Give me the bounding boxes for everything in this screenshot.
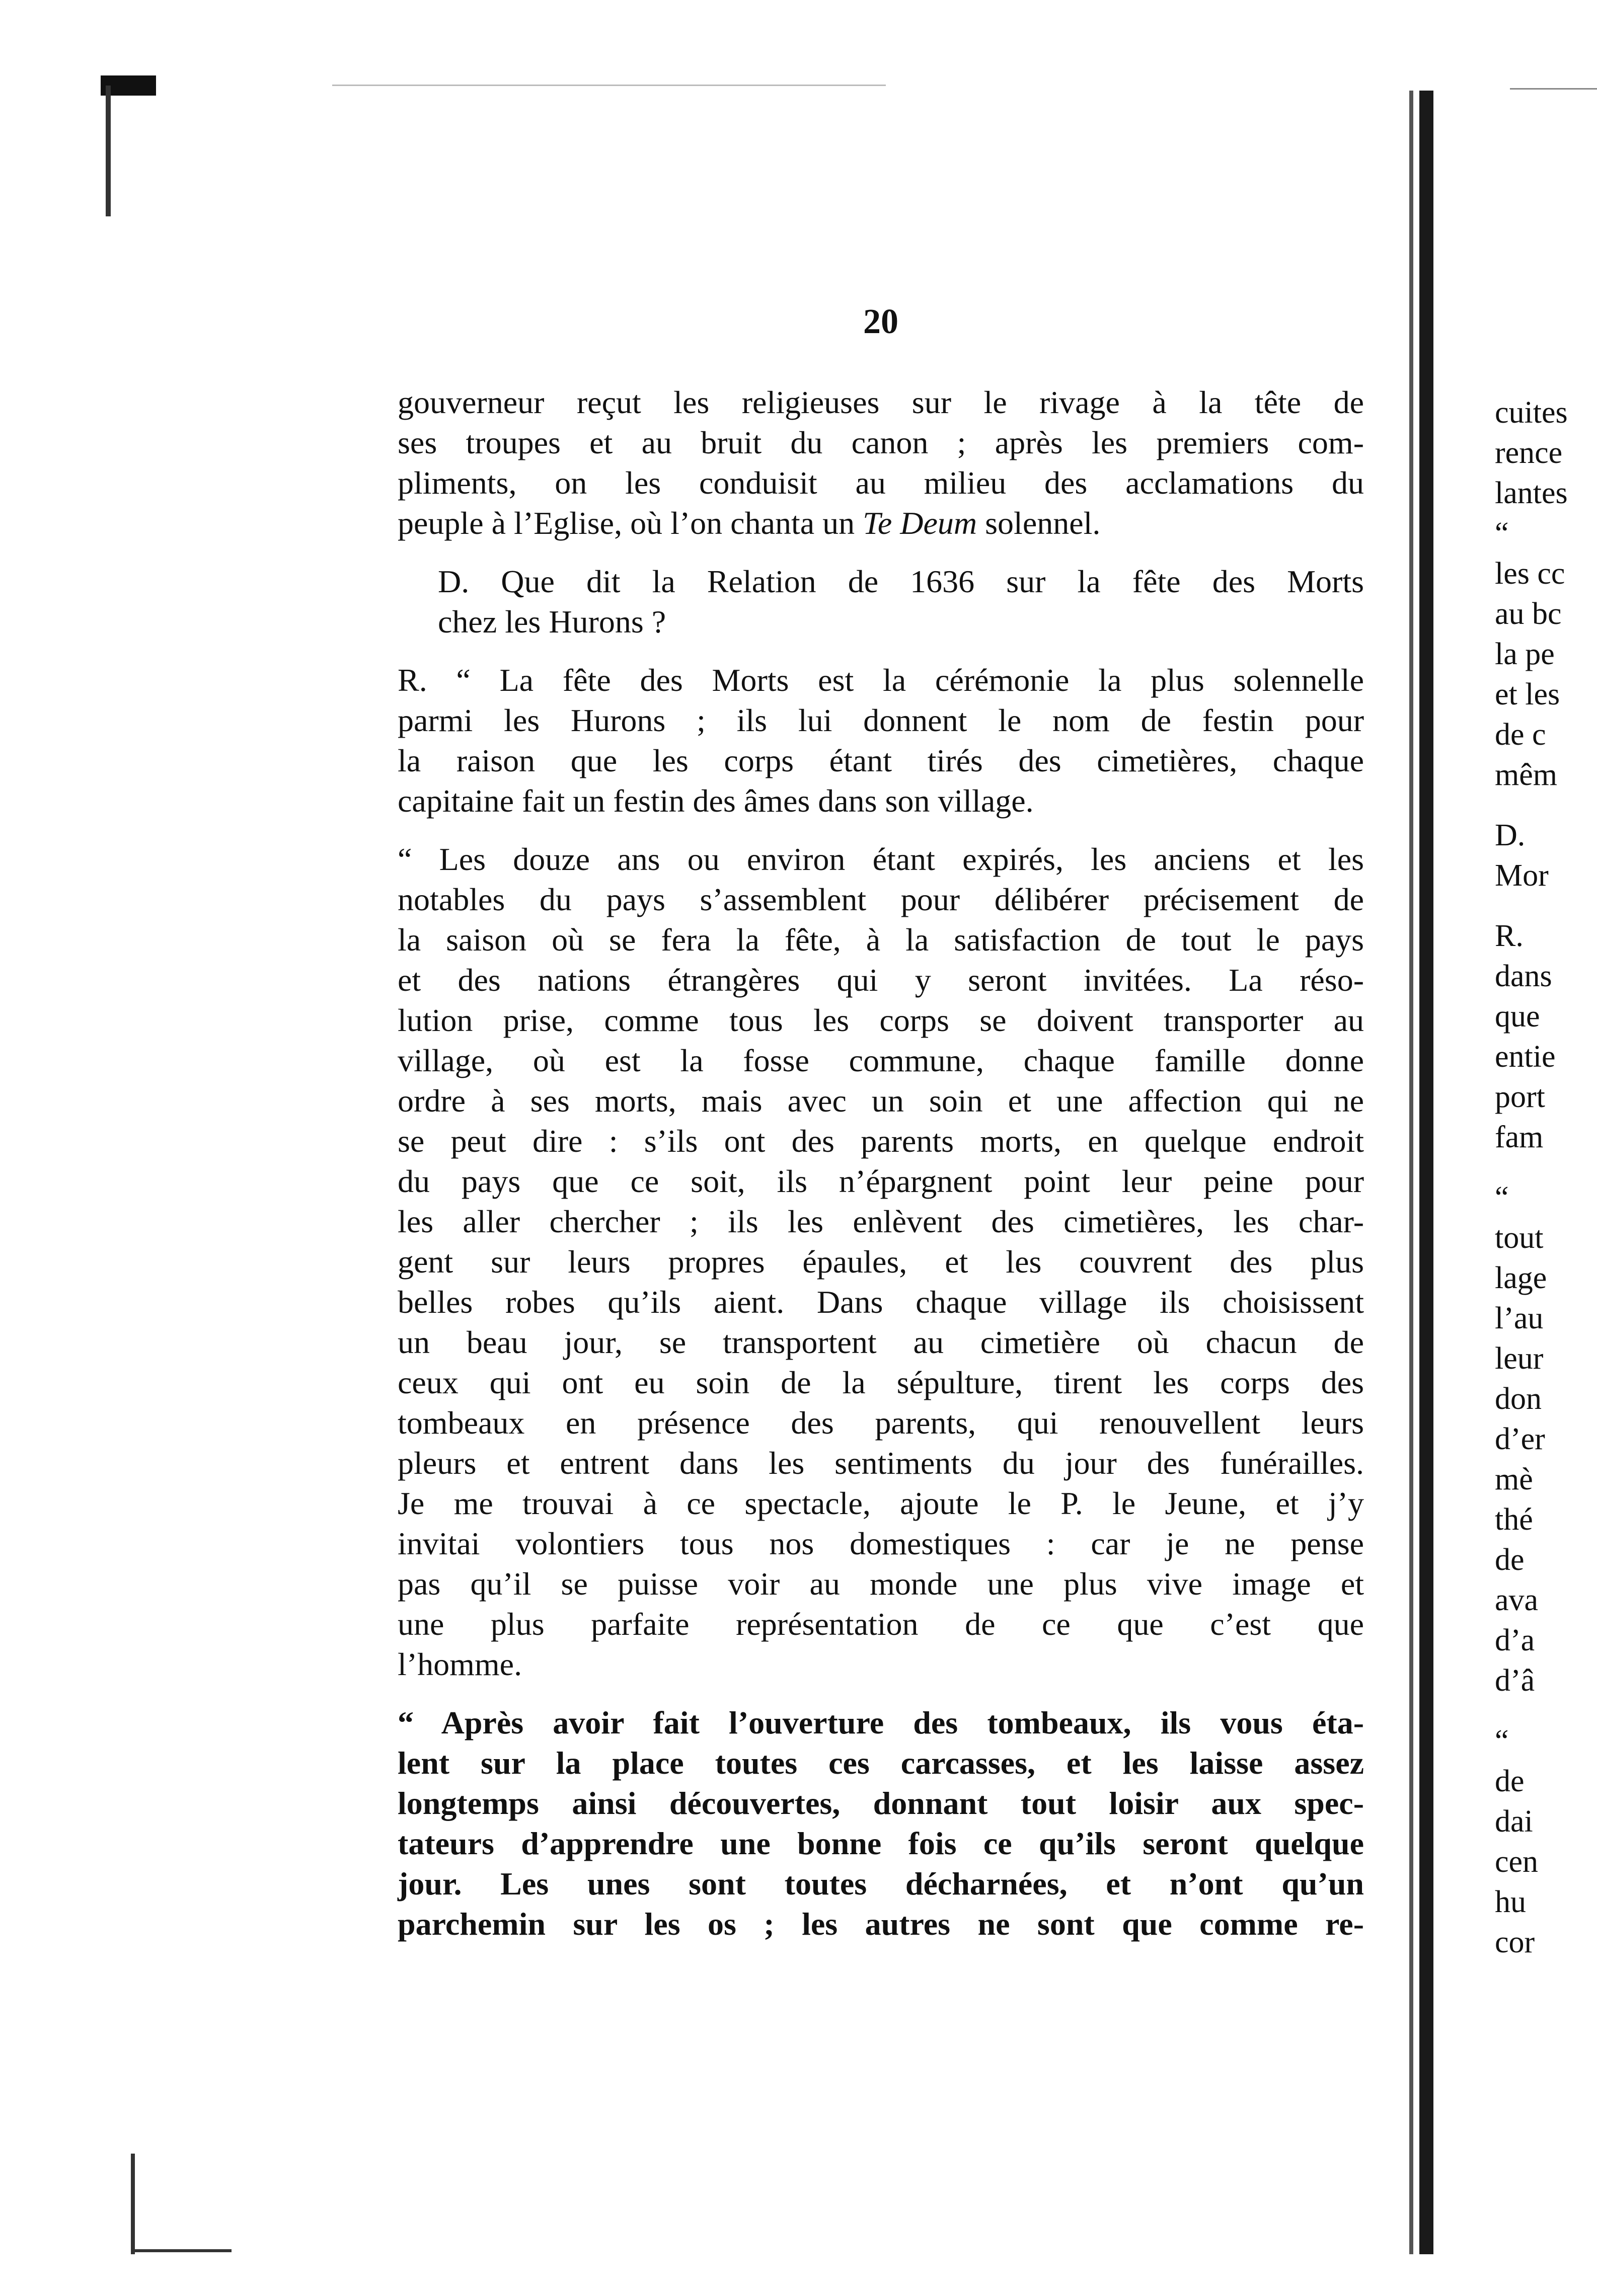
text-line: notables du pays s’assemblent pour délibérer précisement de — [398, 882, 1364, 917]
facing-page-fragment: hu — [1495, 1885, 1526, 1919]
facing-page-fragment: dans — [1495, 959, 1552, 993]
facing-page-fragment: ava — [1495, 1583, 1539, 1617]
facing-page-fragment: cen — [1495, 1845, 1539, 1879]
text-line: belles robes qu’ils aient. Dans chaque village ils choisissent — [398, 1284, 1364, 1320]
facing-page-fragment: de c — [1495, 718, 1546, 752]
facing-page-fragment: et les — [1495, 677, 1560, 711]
quote-paragraph-2 — [398, 1703, 1364, 1944]
facing-page-fragment: de — [1495, 1764, 1525, 1798]
facing-page-fragment: les cc — [1495, 557, 1565, 591]
main-text-column — [398, 382, 1364, 1962]
facing-page-fragment: au bc — [1495, 597, 1562, 631]
text-line: Je me trouvai à ce spectacle, ajoute le P. le Jeune, et j’y — [398, 1485, 1364, 1521]
facing-page-fragment: cor — [1495, 1925, 1535, 1959]
te-deum-italic: Te Deum — [863, 505, 977, 541]
text-line: l’homme. — [398, 1646, 522, 1682]
facing-page-fragment: Mor — [1495, 858, 1549, 893]
facing-page-fragments — [1495, 392, 1597, 1962]
facing-page-fragment: cuites — [1495, 395, 1568, 430]
text-line: tombeaux en présence des parents, qui renouvellent leurs — [398, 1405, 1364, 1441]
text-line: chez les Hurons ? — [438, 604, 666, 640]
text-line: se peut dire : s’ils ont des parents morts, en quelque endroit — [398, 1123, 1364, 1159]
facing-page-fragment: “ — [1495, 516, 1509, 550]
book-gutter — [1419, 91, 1433, 2254]
text-line: gouverneur reçut les religieuses sur le rivage à la tête de — [398, 384, 1364, 420]
text-line: gent sur leurs propres épaules, et les couvrent des plus — [398, 1244, 1364, 1280]
text-line: R. “ La fête des Morts est la cérémonie la plus solennelle — [398, 662, 1364, 698]
page-number: 20 — [863, 302, 898, 341]
scan-top-rule — [332, 85, 886, 86]
scan-top-rule-right — [1510, 88, 1597, 90]
text-line: tateurs d’apprendre une bonne fois ce qu’ils seront quelque — [398, 1826, 1364, 1861]
text-line: pas qu’il se puisse voir au monde une plus vive image et — [398, 1566, 1364, 1602]
text-line: invitai volontiers tous nos domestiques : car je ne pense — [398, 1526, 1364, 1561]
text-line — [398, 503, 1364, 543]
facing-page-fragment: D. — [1495, 818, 1526, 852]
text-line: les aller chercher ; ils les enlèvent des cimetières, les char- — [398, 1204, 1364, 1239]
text-line: village, où est la fosse commune, chaque famille donne — [398, 1043, 1364, 1078]
text-line: “ Après avoir fait l’ouverture des tombeaux, ils vous éta- — [398, 1705, 1364, 1740]
text-line: parchemin sur les os ; les autres ne sont que comme re- — [398, 1906, 1364, 1942]
facing-page-fragment: d’a — [1495, 1623, 1535, 1657]
facing-page-gap — [1495, 1701, 1597, 1721]
scan-corner-mark-bottom — [131, 2154, 135, 2254]
facing-page-fragment: mè — [1495, 1462, 1533, 1496]
facing-page-fragment: de — [1495, 1543, 1525, 1577]
facing-page-gap — [1495, 1157, 1597, 1177]
answer-paragraph — [398, 660, 1364, 821]
text-line: lution prise, comme tous les corps se doivent transporter au — [398, 1002, 1364, 1038]
text-line: la raison que les corps étant tirés des cimetières, chaque — [398, 743, 1364, 778]
facing-page-fragment: rence — [1495, 436, 1563, 470]
facing-page-fragment: dai — [1495, 1804, 1533, 1839]
facing-page-fragment: R. — [1495, 919, 1524, 953]
scan-corner-mark-vertical — [106, 86, 111, 216]
facing-page-fragment: don — [1495, 1382, 1542, 1416]
text-line: capitaine fait un festin des âmes dans son village. — [398, 783, 1034, 819]
facing-page-fragment: entie — [1495, 1040, 1556, 1074]
text-line-end: solennel. — [977, 505, 1101, 541]
facing-page-fragment: l’au — [1495, 1301, 1544, 1335]
facing-page-fragment: port — [1495, 1080, 1545, 1114]
text-line: ceux qui ont eu soin de la sépulture, tirent les corps des — [398, 1365, 1364, 1400]
text-line: longtemps ainsi découvertes, donnant tout loisir aux spec- — [398, 1785, 1364, 1821]
text-line: jour. Les unes sont toutes décharnées, et n’ont qu’un — [398, 1866, 1364, 1902]
facing-page-gap — [1495, 795, 1597, 815]
text-line: ses troupes et au bruit du canon ; après les premiers com- — [398, 425, 1364, 460]
question-paragraph — [398, 562, 1364, 642]
facing-page-fragment: mêm — [1495, 758, 1557, 792]
facing-page-fragment: thé — [1495, 1502, 1533, 1537]
text-line: une plus parfaite représentation de ce que c’est que — [398, 1606, 1364, 1642]
facing-page-fragment: la pe — [1495, 637, 1555, 671]
facing-page-fragment: d’â — [1495, 1664, 1535, 1698]
text-line: la saison où se fera la fête, à la satisfaction de tout le pays — [398, 922, 1364, 958]
text-line: lent sur la place toutes ces carcasses, et les laisse assez — [398, 1745, 1364, 1781]
quote-paragraph-1 — [398, 839, 1364, 1685]
book-gutter-shadow — [1409, 91, 1413, 2254]
text-line-start: peuple à l’Eglise, où l’on chanta un — [398, 505, 863, 541]
facing-page-fragment: fam — [1495, 1120, 1544, 1154]
facing-page-fragment: lage — [1495, 1261, 1547, 1295]
text-line: du pays que ce soit, ils n’épargnent point leur peine pour — [398, 1163, 1364, 1199]
facing-page-fragment: leur — [1495, 1341, 1544, 1376]
text-line: “ Les douze ans ou environ étant expirés, les anciens et les — [398, 841, 1364, 877]
facing-page-fragment: d’er — [1495, 1422, 1545, 1456]
text-line: pliments, on les conduisit au milieu des acclamations du — [398, 465, 1364, 501]
facing-page-fragment: que — [1495, 999, 1540, 1034]
facing-page-gap — [1495, 896, 1597, 916]
text-line: un beau jour, se transportent au cimetière où chacun de — [398, 1324, 1364, 1360]
text-line: D. Que dit la Relation de 1636 sur la fête des Morts — [438, 564, 1364, 599]
facing-page-fragment: tout — [1495, 1221, 1544, 1255]
paragraph-1 — [398, 382, 1364, 543]
facing-page-fragment: “ — [1495, 1180, 1509, 1215]
scan-corner-mark-bottom-horizontal — [131, 2249, 232, 2252]
text-line: ordre à ses morts, mais avec un soin et une affection qui ne — [398, 1083, 1364, 1119]
facing-page-fragment: lantes — [1495, 476, 1568, 510]
text-line: parmi les Hurons ; ils lui donnent le nom de festin pour — [398, 702, 1364, 738]
facing-page-fragment: “ — [1495, 1724, 1509, 1758]
text-line: pleurs et entrent dans les sentiments du jour des funérailles. — [398, 1445, 1364, 1481]
text-line: et des nations étrangères qui y seront invitées. La réso- — [398, 962, 1364, 998]
